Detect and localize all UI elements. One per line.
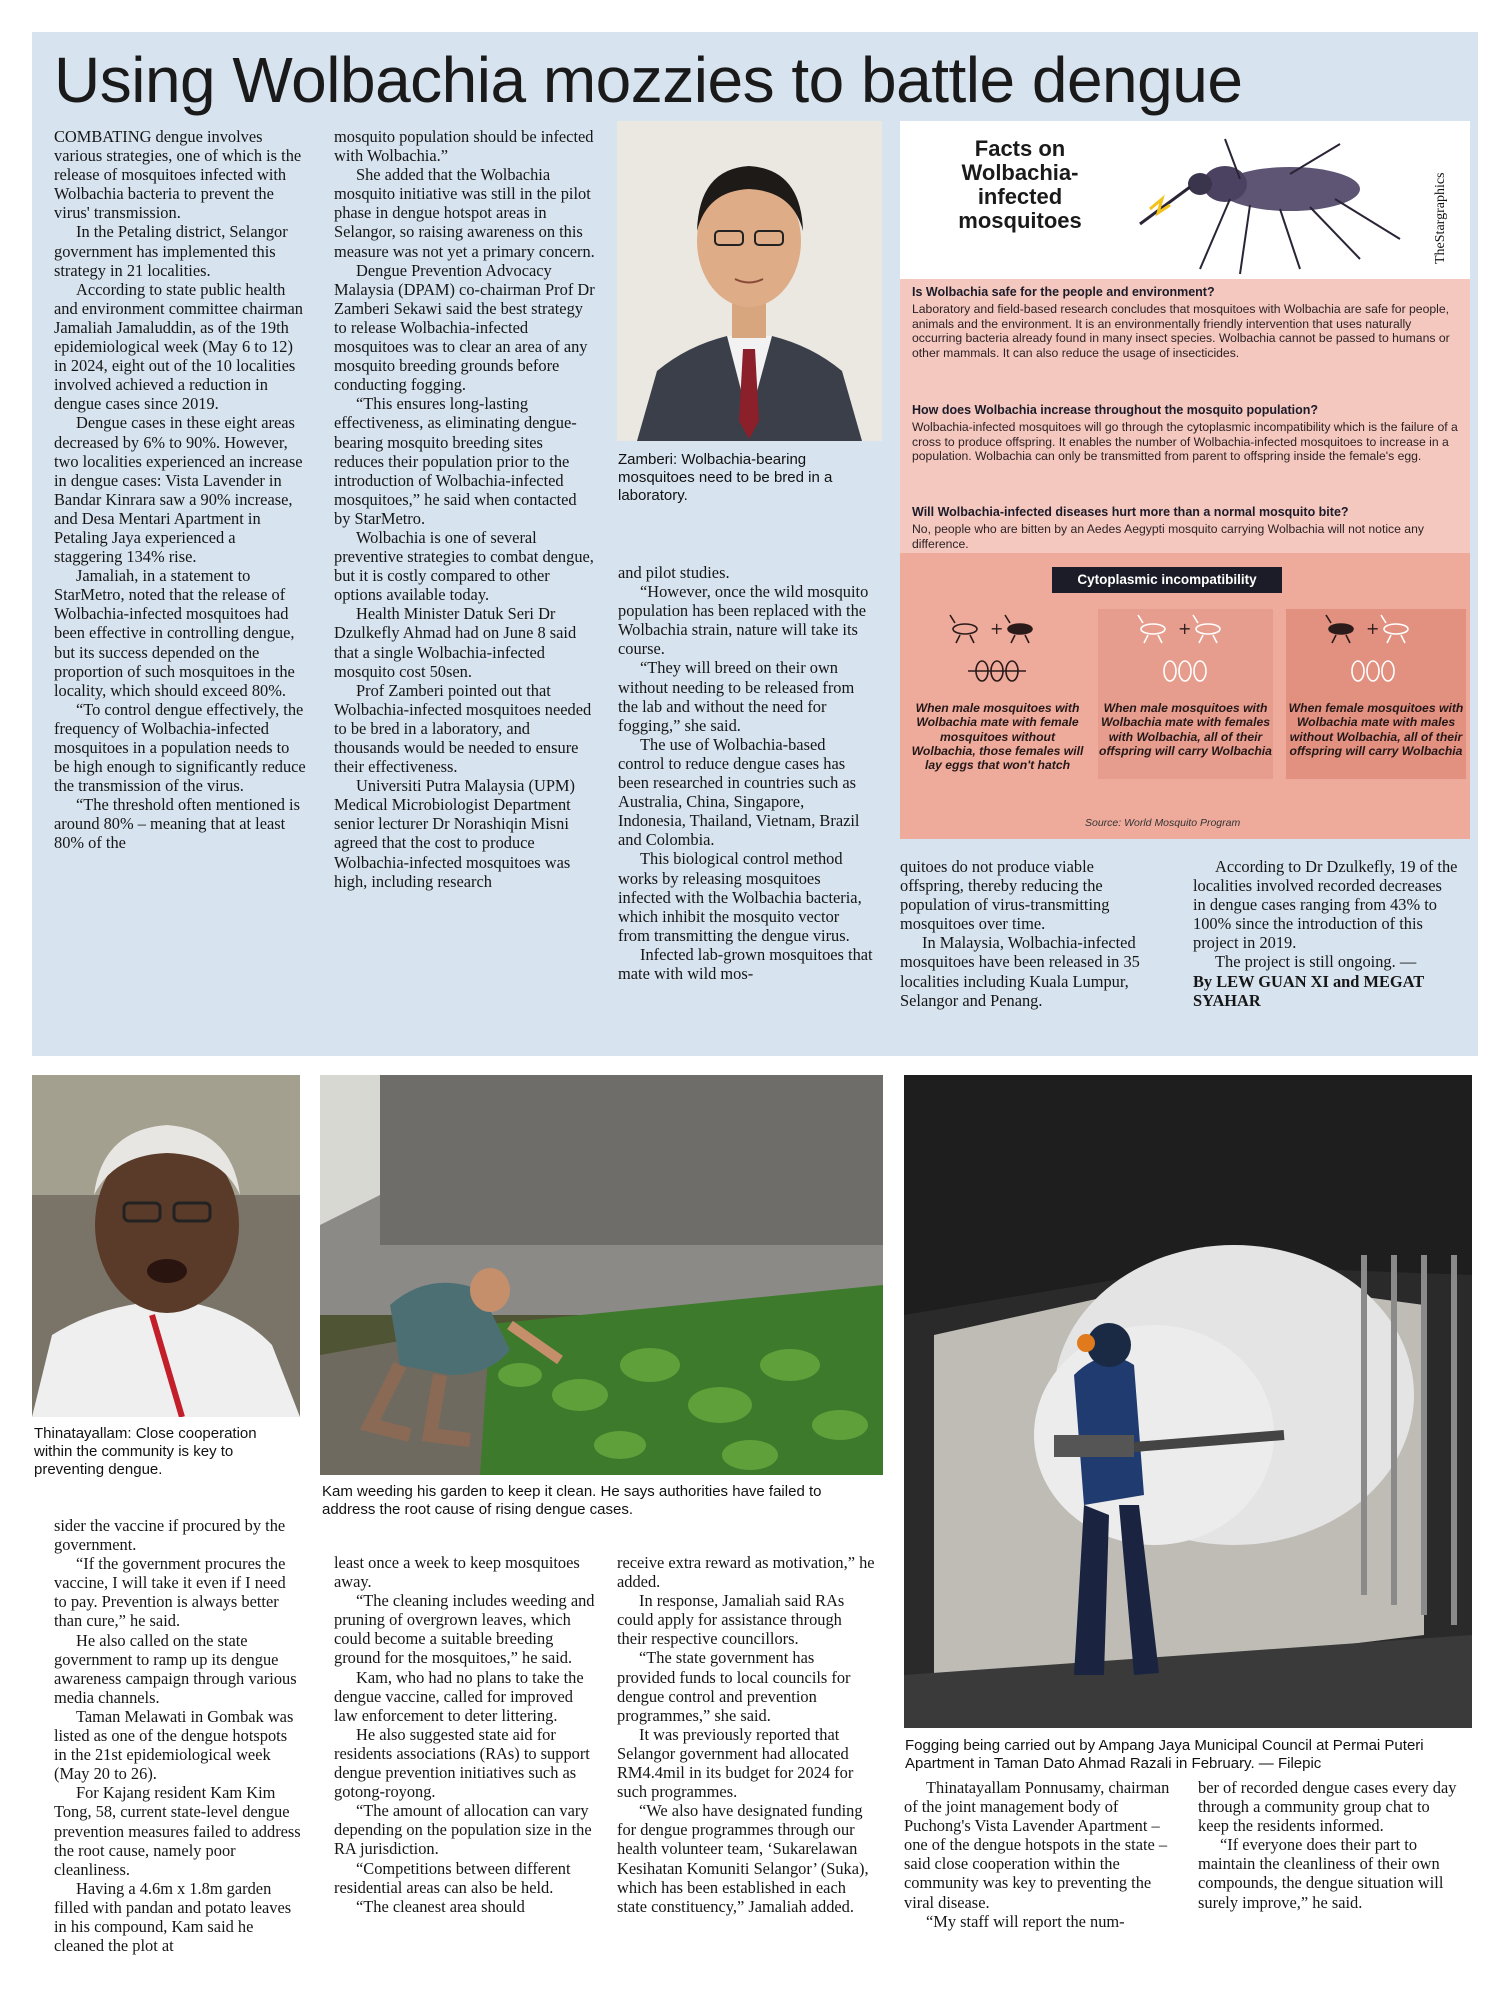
cytoplasmic-label: Cytoplasmic incompatibility <box>1052 567 1282 593</box>
faq-2-question: How does Wolbachia increase throughout the mosquito population? <box>912 403 1319 417</box>
faq-3-question: Will Wolbachia-infected diseases hurt more than a normal mosquito bite? <box>912 505 1349 519</box>
paragraph: In the Petaling district, Selangor government has implemented this strategy in 21 localities. <box>54 222 288 280</box>
faq-3-answer: No, people who are bitten by an Aedes Aegypti mosquito carrying Wolbachia will not notice any difference. <box>912 522 1424 551</box>
thinatayallam-photo <box>32 1075 300 1417</box>
paragraph: The project is still ongoing. — <box>1215 952 1417 972</box>
paragraph: “My staff will report the num- <box>926 1911 1125 1931</box>
paragraph: According to state public health and environment committee chairman Jamaliah Jamaluddin, as of the 19th epidemiological week (May 6 to 12) in 2024, eight out of the 10 localities involved achieved a reduction in dengue cases since 2019. <box>54 279 303 414</box>
paragraph: He also called on the state government to ramp up its dengue awareness campaign through various media channels. <box>54 1630 297 1707</box>
ci-panel-3-text: When female mosquitoes with Wolbachia mate with males without Wolbachia, all of their offspring will carry Wolbachia <box>1288 701 1464 758</box>
faq-1 <box>912 285 1458 360</box>
paragraph: Thinatayallam Ponnusamy, chairman of the joint management body of Puchong's Vista Lavender Apartment – one of the dengue hotspots in the state – said close cooperation within the community was key to preventing the viral disease. <box>904 1778 1170 1912</box>
bottom-column-1 <box>54 1516 302 1976</box>
paragraph: mosquito population should be infected with Wolbachia.” <box>334 127 594 166</box>
column-5 <box>1193 857 1458 1037</box>
bottom-column-3 <box>617 1553 875 1978</box>
mosquito-pair-icon <box>910 609 1085 689</box>
bottom-column-2 <box>334 1553 596 1978</box>
paragraph: Dengue cases in these eight areas decreased by 6% to 90%. However, two localities experienced an increase in dengue cases: Vista Lavender in Bandar Kinrara saw a 90% increase, and Desa Mentari Apartment in Petaling Jaya experienced a staggering 134% rise. <box>54 413 303 567</box>
column-4 <box>900 857 1155 1037</box>
paragraph: COMBATING dengue involves various strategies, one of which is the release of mosquitoes infected with Wolbachia bacteria to prevent the virus' transmission. <box>54 127 302 223</box>
paragraph: “The amount of allocation can vary depending on the population size in the RA jurisdiction. <box>334 1801 592 1859</box>
paragraph: Dengue Prevention Advocacy Malaysia (DPAM) co-chairman Prof Dr Zamberi Sekawi said the best strategy to release Wolbachia-infected mosquitoes was to clear an area of any mosquito breeding grounds before conducting fogging. <box>334 260 595 395</box>
paragraph: “However, once the wild mosquito population has been replaced with the Wolbachia strain, nature will take its course. <box>618 582 869 659</box>
byline: By LEW GUAN XI and MEGAT SYAHAR <box>1193 971 1424 1010</box>
ci-panel-1-text: When male mosquitoes with Wolbachia mate with female mosquitoes without Wolbachia, those females will lay eggs that won't hatch <box>911 701 1084 773</box>
ci-panel-2 <box>1098 609 1273 779</box>
paragraph: quitoes do not produce viable offspring, thereby reducing the population of virus-transmitting mosquitoes over time. <box>900 857 1110 934</box>
faq-1-answer: Laboratory and field-based research concludes that mosquitoes with Wolbachia are safe for people, animals and the environment. It is an environmentally friendly intervention that uses naturally occurring bacteria already found in many insect species. Wolbachia cannot be passed to humans or other mammals. It can also reduce the usage of insecticides. <box>912 302 1450 360</box>
zamberi-photo <box>617 121 882 441</box>
svg-text:+: + <box>990 619 1004 638</box>
paragraph: The use of Wolbachia-based control to reduce dengue cases has been researched in countries such as Australia, China, Singapore, Indonesia, Thailand, Vietnam, Brazil and Colombia. <box>618 734 860 850</box>
bottom-column-4 <box>904 1778 1176 1978</box>
paragraph: In response, Jamaliah said RAs could apply for assistance through their respective councillors. <box>617 1591 845 1649</box>
paragraph: For Kajang resident Kam Kim Tong, 58, current state-level dengue prevention measures failed to address the root cause, namely poor cleanliness. <box>54 1783 301 1879</box>
kam-caption: Kam weeding his garden to keep it clean. He says authorities have failed to address the root cause of rising dengue cases. <box>322 1483 822 1518</box>
column-1 <box>54 127 306 1032</box>
paragraph: Health Minister Datuk Seri Dr Dzulkefly Ahmad had on June 8 said that a single Wolbachia-infected mosquito cost 50sen. <box>334 604 577 681</box>
infographic-source: Source: World Mosquito Program <box>1085 817 1241 829</box>
paragraph: It was previously reported that Selangor government had allocated RM4.4mil in its budget for 2024 for such programmes. <box>617 1724 854 1802</box>
kam-photo <box>320 1075 883 1475</box>
paragraph: According to Dr Dzulkefly, 19 of the localities involved recorded decreases in dengue cases ranging from 43% to 100% since the introduction of this project in 2019. <box>1193 857 1458 953</box>
paragraph: “This ensures long-lasting effectiveness, as eliminating dengue-bearing mosquito breeding sites reduces their population prior to the introduction of Wolbachia-infected mosquitoes,” he said when contacted by StarMetro. <box>334 394 577 528</box>
paragraph: Universiti Putra Malaysia (UPM) Medical Microbiologist Department senior lecturer Dr Norashiqin Misni agreed that the cost to produce Wolbachia-infected mosquitoes was high, including research <box>334 776 575 891</box>
paragraph: Having a 4.6m x 1.8m garden filled with pandan and potato leaves in his compound, Kam said he cleaned the plot at <box>54 1878 292 1956</box>
mosquito-pair-icon <box>1286 609 1466 689</box>
paragraph: “The threshold often mentioned is around 80% – meaning that at least 80% of the <box>54 795 300 853</box>
paragraph: Kam, who had no plans to take the dengue vaccine, called for improved law enforcement to deter littering. <box>334 1667 584 1725</box>
thinatayallam-caption: Thinatayallam: Close cooperation within the community is key to preventing dengue. <box>34 1425 257 1478</box>
paragraph: In Malaysia, Wolbachia-infected mosquitoes have been released in 35 localities including Kuala Lumpur, Selangor and Penang. <box>900 933 1140 1010</box>
faq-1-question: Is Wolbachia safe for the people and environment? <box>912 285 1215 299</box>
paragraph: “The cleanest area should <box>356 1896 525 1916</box>
paragraph: “To control dengue effectively, the frequency of Wolbachia-infected mosquitoes in a population needs to be high enough to significantly reduce the transmission of the virus. <box>54 699 306 796</box>
svg-text:+: + <box>1366 619 1380 638</box>
paragraph: “The state government has provided funds to local councils for dengue control and prevention programmes,” she said. <box>617 1648 851 1725</box>
column-2 <box>334 127 596 1032</box>
zamberi-caption: Zamberi: Wolbachia-bearing mosquitoes need to be bred in a laboratory. <box>618 451 833 504</box>
paragraph: “We also have designated funding for dengue programmes through our health volunteer team, ‘Sukarelawan Kesihatan Komuniti Selangor’ (Suka), which has been established in each state constituency,” Jamaliah added. <box>617 1801 869 1916</box>
mosquito-illustration <box>1130 129 1420 279</box>
faq-2 <box>912 403 1458 464</box>
paragraph: receive extra reward as motivation,” he added. <box>617 1553 875 1592</box>
paragraph: Prof Zamberi pointed out that Wolbachia-infected mosquitoes needed to be bred in a laboratory, and thousands would be needed to ensure their effectiveness. <box>334 680 592 777</box>
column-5-body <box>1193 857 1458 972</box>
ci-panel-1 <box>910 609 1085 809</box>
paragraph: “If everyone does their part to maintain the cleanliness of their own compounds, the dengue situation will surely improve,” he said. <box>1198 1835 1444 1912</box>
paragraph: This biological control method works by releasing mosquitoes infected with the Wolbachia bacteria, which inhibit the mosquito vector from transmitting the dengue virus. <box>618 849 862 945</box>
infographic-title: Facts on Wolbachia-infected mosquitoes <box>958 136 1082 233</box>
mosquito-pair-icon <box>1098 609 1273 689</box>
paragraph: Taman Melawati in Gombak was listed as one of the dengue hotspots in the 21st epidemiological week (May 20 to 26). <box>54 1706 294 1784</box>
column-3 <box>618 563 873 1033</box>
svg-text:+: + <box>1178 619 1192 638</box>
paragraph: “If the government procures the vaccine, I will take it even if I need to pay. Prevention is always better than cure,” he said. <box>54 1554 286 1631</box>
brand-mark: TheStargraphics <box>1433 172 1448 264</box>
ci-panel-3 <box>1286 609 1466 779</box>
infographic <box>900 121 1470 839</box>
paragraph: ber of recorded dengue cases every day through a community group chat to keep the residents informed. <box>1198 1778 1457 1836</box>
fogging-photo <box>904 1075 1472 1728</box>
paragraph: sider the vaccine if procured by the government. <box>54 1516 286 1555</box>
ci-panel-2-text: When male mosquitoes with Wolbachia mate with females with Wolbachia, all of their offspring will carry Wolbachia <box>1099 701 1272 758</box>
paragraph: She added that the Wolbachia mosquito initiative was still in the pilot phase in dengue hotspot areas in Selangor, so raising awareness on this measure was not yet a primary concern. <box>334 165 595 261</box>
paragraph: He also suggested state aid for residents associations (RAs) to support dengue prevention initiatives such as gotong-royong. <box>334 1724 590 1802</box>
paragraph: “The cleaning includes weeding and pruning of overgrown leaves, which could become a suitable breeding ground for the mosquitoes,” he said. <box>334 1591 595 1668</box>
headline: Using Wolbachia mozzies to battle dengue <box>54 44 1243 116</box>
paragraph: Infected lab-grown mosquitoes that mate with wild mos- <box>618 944 873 983</box>
fogging-caption: Fogging being carried out by Ampang Jaya Municipal Council at Permai Puteri Apartment in Taman Dato Ahmad Razali in February. — Filepic <box>905 1737 1424 1772</box>
paragraph: “They will breed on their own without needing to be released from the lab and without the need for fogging,” she said. <box>618 658 855 735</box>
paragraph: “Competitions between different residential areas can also be held. <box>334 1858 571 1897</box>
bottom-column-5 <box>1198 1778 1460 1978</box>
paragraph: Jamaliah, in a statement to StarMetro, noted that the release of Wolbachia-infected mosquitoes had been effective in controlling dengue, but its success depended on the proportion of such mosquitoes in the locality, which should exceed 80%. <box>54 566 295 700</box>
paragraph: and pilot studies. <box>618 563 730 582</box>
paragraph: Wolbachia is one of several preventive strategies to combat dengue, but it is costly compared to other options available today. <box>334 527 594 605</box>
faq-2-answer: Wolbachia-infected mosquitoes will go through the cytoplasmic incompatibility which is the failure of a cross to produce offspring. It enables the number of Wolbachia-infected mosquitoes to increase in a population. Wolbachia can only be transmitted from parent to offspring inside the female's egg. <box>912 420 1458 464</box>
paragraph: least once a week to keep mosquitoes away. <box>334 1553 580 1592</box>
faq-3 <box>912 505 1458 551</box>
